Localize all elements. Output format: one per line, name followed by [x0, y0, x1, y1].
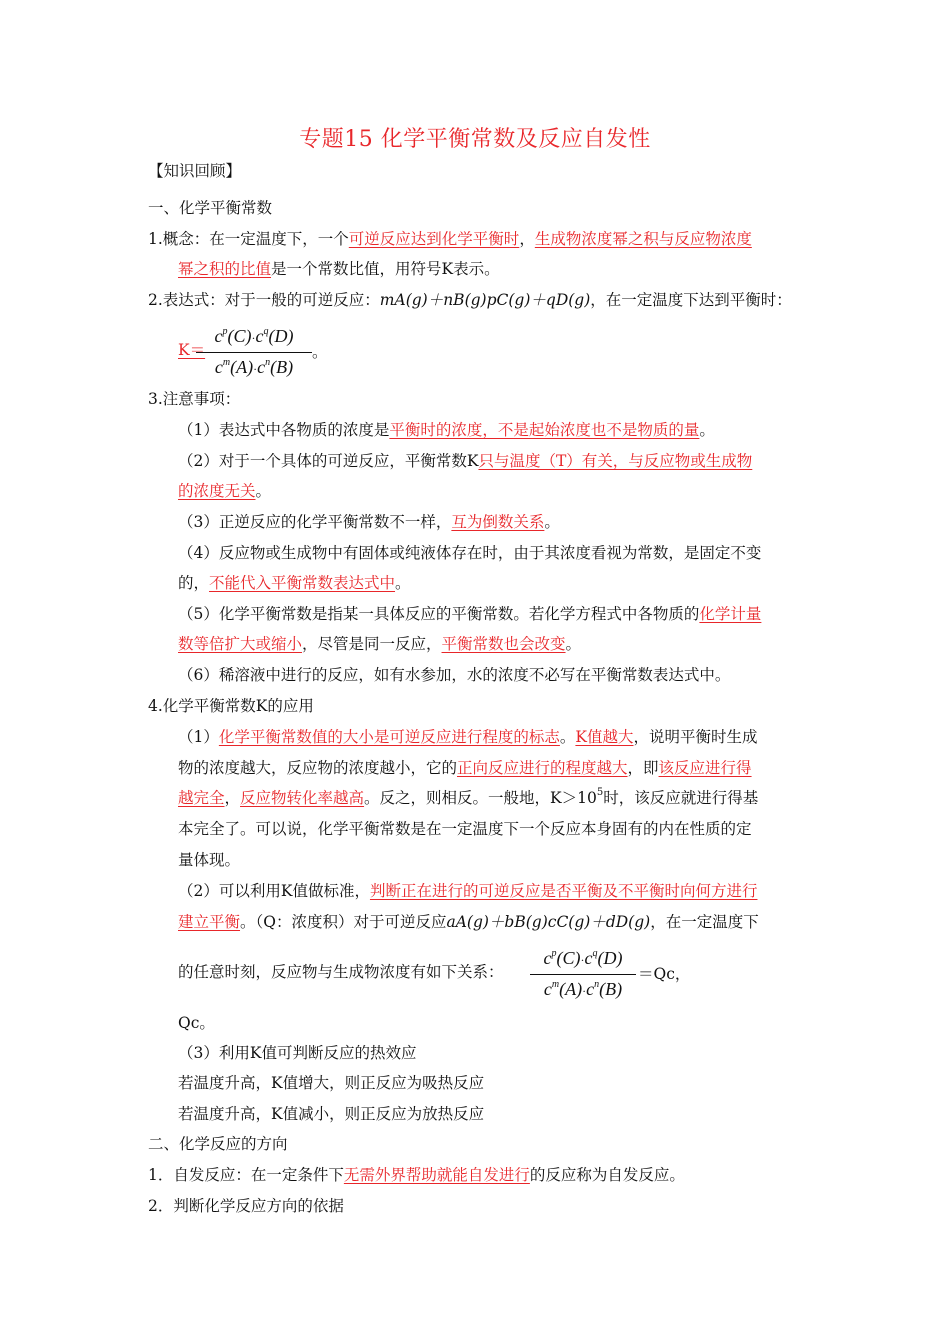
concept-key-2: 生成物浓度幂之积与反应物浓度	[534, 230, 752, 248]
direction-basis-line: 2．判断化学反应方向的依据	[148, 1197, 344, 1215]
app-1-line-2	[178, 758, 752, 778]
k-denominator: $c^m(A)\cdot c^n(B)$	[214, 357, 294, 377]
app-1-line-1	[178, 727, 758, 747]
note-2-text: （2）对于一个具体的可逆反应，平衡常数K	[178, 452, 479, 470]
note-2-line-1	[178, 451, 752, 471]
note-1-key: 平衡时的浓度，不是起始浓度也不是物质的量	[389, 421, 700, 439]
spontaneous-text: 1．自发反应：在一定条件下	[148, 1166, 344, 1184]
k-fraction	[196, 324, 312, 381]
app-1-num: （1）	[178, 728, 219, 746]
spontaneous-key: 无需外界帮助就能自发进行	[343, 1166, 530, 1184]
note-3-tail: 。	[544, 513, 560, 531]
note-3-key: 互为倒数关系	[451, 513, 545, 531]
note-3-text: （3）正逆反应的化学平衡常数不一样，	[178, 513, 452, 531]
note-4-tail: 。	[395, 574, 411, 592]
app-1-key-3: 正向反应进行的程度越大	[457, 759, 628, 777]
app-1-exponent: 5	[596, 787, 604, 798]
q-fraction	[530, 946, 636, 1003]
app-1-text-4: 。反之，则相反。一般地，K＞10	[364, 789, 597, 807]
note-5-line-2	[178, 634, 581, 654]
reaction-equation-1: mA(g)＋nB(g)pC(g)＋qD(g)	[379, 291, 591, 309]
q-symbol: Qc。	[178, 1014, 215, 1032]
note-2-key-2: 的浓度无关	[178, 482, 256, 500]
app-1-key-4: 该反应进行得	[658, 759, 752, 777]
reaction-equation-2: aA(g)＋bB(g)cC(g)＋dD(g)	[446, 913, 651, 931]
app-3-line-1: 若温度升高，K值增大，则正反应为吸热反应	[178, 1074, 485, 1092]
note-1-text: （1）表达式中各物质的浓度是	[178, 421, 390, 439]
k-period: 。	[312, 343, 328, 361]
note-2-key: 只与温度（T）有关，与反应物或生成物	[478, 452, 753, 470]
note-5-key-2: 数等倍扩大或缩小	[178, 635, 303, 653]
note-4-key: 不能代入平衡常数表达式中	[209, 574, 396, 592]
note-5-tail: 。	[565, 635, 582, 653]
app-3-heading: （3）利用K值可判断反应的热效应	[178, 1044, 417, 1062]
app-1-text-5: 时，该反应就进行得基	[603, 789, 759, 807]
app-1-text-2: 物的浓度越大，反应物的浓度越小，它的	[178, 759, 458, 777]
spontaneous-tail: 的反应称为自发反应。	[529, 1166, 685, 1184]
app-2-key-2: 建立平衡	[178, 913, 241, 931]
app-1-line-4: 本完全了。可以说，化学平衡常数是在一定温度下一个反应本身固有的内在性质的定	[178, 820, 752, 838]
k-symbol: K＝	[178, 341, 206, 359]
spontaneous-line	[148, 1165, 685, 1185]
expression-tail: ，在一定温度下达到平衡时：	[590, 291, 792, 309]
note-1-tail: 。	[699, 421, 715, 439]
app-2-text: （2）可以利用K值做标准，	[178, 882, 370, 900]
notes-heading: 3.注意事项：	[148, 390, 241, 408]
note-2-tail: 。	[255, 482, 272, 500]
app-1-line-3	[178, 788, 758, 808]
app-1-text-3: ，即	[627, 759, 659, 777]
app-2-text-3: ，在一定温度下	[650, 913, 759, 931]
note-4-line-2	[178, 573, 411, 593]
concept-comma: ，	[519, 230, 535, 248]
review-heading: 【知识回顾】	[148, 162, 242, 180]
k-numerator: $c^p(C)\cdot c^q(D)$	[196, 324, 312, 353]
app-2-text-2: 。（Q：浓度积）对于可逆反应	[240, 913, 447, 931]
app-3-line-2: 若温度升高，K值减小，则正反应为放热反应	[178, 1105, 485, 1123]
q-equals: ＝Qc，	[638, 965, 691, 983]
app-1-key-2: K值越大	[575, 728, 634, 746]
concept-text: 1.概念：在一定温度下，一个	[148, 230, 349, 248]
concept-key-1: 可逆反应达到化学平衡时	[348, 230, 520, 248]
applications-heading: 4.化学平衡常数K的应用	[148, 697, 314, 715]
note-1	[178, 420, 715, 440]
app-1-line-5: 量体现。	[178, 851, 241, 869]
note-4-text: 的，	[178, 574, 210, 592]
note-5-key: 化学计量	[699, 605, 762, 623]
q-numerator: $c^p(C)\cdot c^q(D)$	[530, 946, 636, 975]
section-heading-2: 二、化学反应的方向	[148, 1135, 288, 1153]
app-1-period: 。	[559, 728, 576, 746]
note-5-mid: ，尽管是同一反应，	[302, 635, 442, 653]
note-6: （6）稀溶液中进行的反应，如有水参加，水的浓度不必写在平衡常数表达式中。	[178, 666, 731, 684]
app-1-key-6: 反应物转化率越高	[240, 789, 365, 807]
app-2-line-1	[178, 881, 757, 901]
app-1-key-5: 越完全	[178, 789, 225, 807]
note-5-key-3: 平衡常数也会改变	[441, 635, 566, 653]
note-5-line-1	[178, 604, 761, 624]
q-denominator: $c^m(A)\cdot c^n(B)$	[543, 979, 623, 999]
note-3	[178, 512, 560, 532]
app-2-line-3: 的任意时刻，反应物与生成物浓度有如下关系：	[178, 963, 504, 981]
concept-line-2	[178, 259, 500, 279]
note-2-line-2	[178, 481, 271, 501]
app-1-key-1: 化学平衡常数值的大小是可逆反应进行程度的标志	[218, 728, 560, 746]
concept-tail: 是一个常数比值，用符号K表示。	[271, 260, 500, 278]
expression-line	[148, 290, 792, 310]
app-1-comma: ，	[224, 789, 241, 807]
app-2-key-1: 判断正在进行的可逆反应是否平衡及不平衡时向何方进行	[369, 882, 758, 900]
expression-text: 2.表达式：对于一般的可逆反应：	[148, 291, 380, 309]
concept-line-1	[148, 229, 752, 249]
concept-key-3: 幂之积的比值	[178, 260, 272, 278]
note-4-line-1: （4）反应物或生成物中有固体或纯液体存在时，由于其浓度看视为常数，是固定不变	[178, 544, 762, 562]
app-2-line-2	[178, 912, 759, 932]
note-5-text: （5）化学平衡常数是指某一具体反应的平衡常数。若化学方程式中各物质的	[178, 605, 700, 623]
page-title: 专题15 化学平衡常数及反应自发性	[299, 127, 651, 152]
app-1-text: ，说明平衡时生成	[633, 728, 758, 746]
section-heading-1: 一、化学平衡常数	[148, 199, 273, 217]
